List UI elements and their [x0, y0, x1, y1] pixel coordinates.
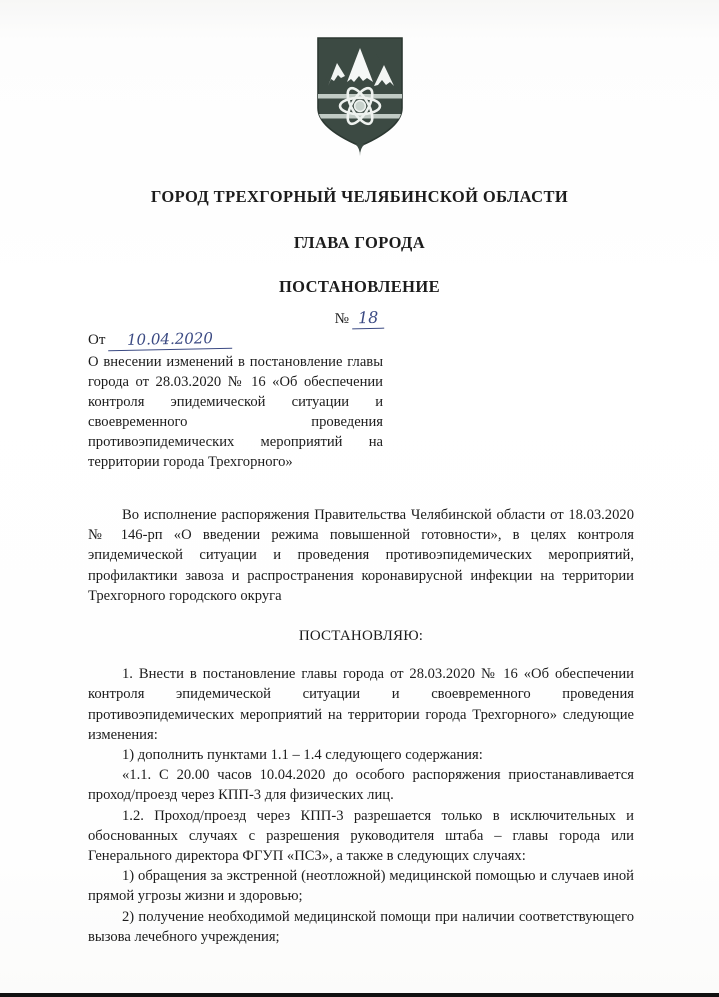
clause-1-1: «1.1. С 20.00 часов 10.04.2020 до особого распоряжения приостанавливается проход/проезд через КПП-3 для физических лиц. — [88, 767, 634, 804]
document-date-value: 10.04.2020 — [108, 329, 232, 352]
number-label: № — [334, 311, 349, 327]
preamble-paragraph: Во исполнение распоряжения Правительства Челябинской области от 18.03.2020 № 146-рп «О введении режима повышенной готовности», в целях контроля эпидемической ситуации и проведения противоэпидемических мероприятий, профилактики завоза и распространения коронавирусной инфекции на территории Трехгорного городского округа — [88, 507, 634, 604]
coat-of-arms-tryokhgorny-icon — [314, 34, 406, 156]
emblem-container — [0, 34, 719, 156]
clause-sub-2: 2) получение необходимой медицинской помощи при наличии соответствующего вызова лечебного учреждения; — [88, 908, 634, 945]
document-number-line — [0, 308, 719, 329]
date-label: От — [88, 332, 106, 348]
clause-1-1-intro: 1) дополнить пунктами 1.1 – 1.4 следующего содержания: — [122, 747, 483, 764]
subject-text: О внесении изменений в постановление главы города от 28.03.2020 № 16 «Об обеспечении контроля эпидемической ситуации и своевременного проведения противоэпидемических мероприятий на территории города Трехгорного» — [88, 354, 383, 470]
scan-edge-band — [0, 993, 719, 997]
document-number-value: 18 — [352, 308, 385, 330]
organization-title: ГОРОД ТРЕХГОРНЫЙ ЧЕЛЯБИНСКОЙ ОБЛАСТИ — [150, 187, 569, 206]
document-heading — [60, 188, 659, 296]
authority-title: ГЛАВА ГОРОДА — [293, 233, 426, 253]
command-word: ПОСТАНОВЛЯЮ: — [298, 628, 424, 645]
document-date-line — [88, 330, 232, 350]
clause-1: 1. Внести в постановление главы города от 28.03.2020 № 16 «Об обеспечении контроля эпидемической ситуации и своевременного проведения противоэпидемических мероприятий на территории города Трехгорного» следующие изменения: — [88, 666, 634, 743]
document-type-title: ПОСТАНОВЛЕНИЕ — [278, 277, 441, 297]
clause-1-2: 1.2. Проход/проезд через КПП-3 разрешается только в исключительных и обоснованных случаях с разрешения руководителя штаба – главы города или Генерального директора ФГУП «ПСЗ», а также в следующих случаях: — [88, 807, 634, 865]
document-body — [88, 505, 634, 947]
clause-sub-1: 1) обращения за экстренной (неотложной) медицинской помощью и случаев иной прямой угрозы жизни и здоровью; — [88, 868, 634, 905]
document-subject — [88, 352, 383, 472]
